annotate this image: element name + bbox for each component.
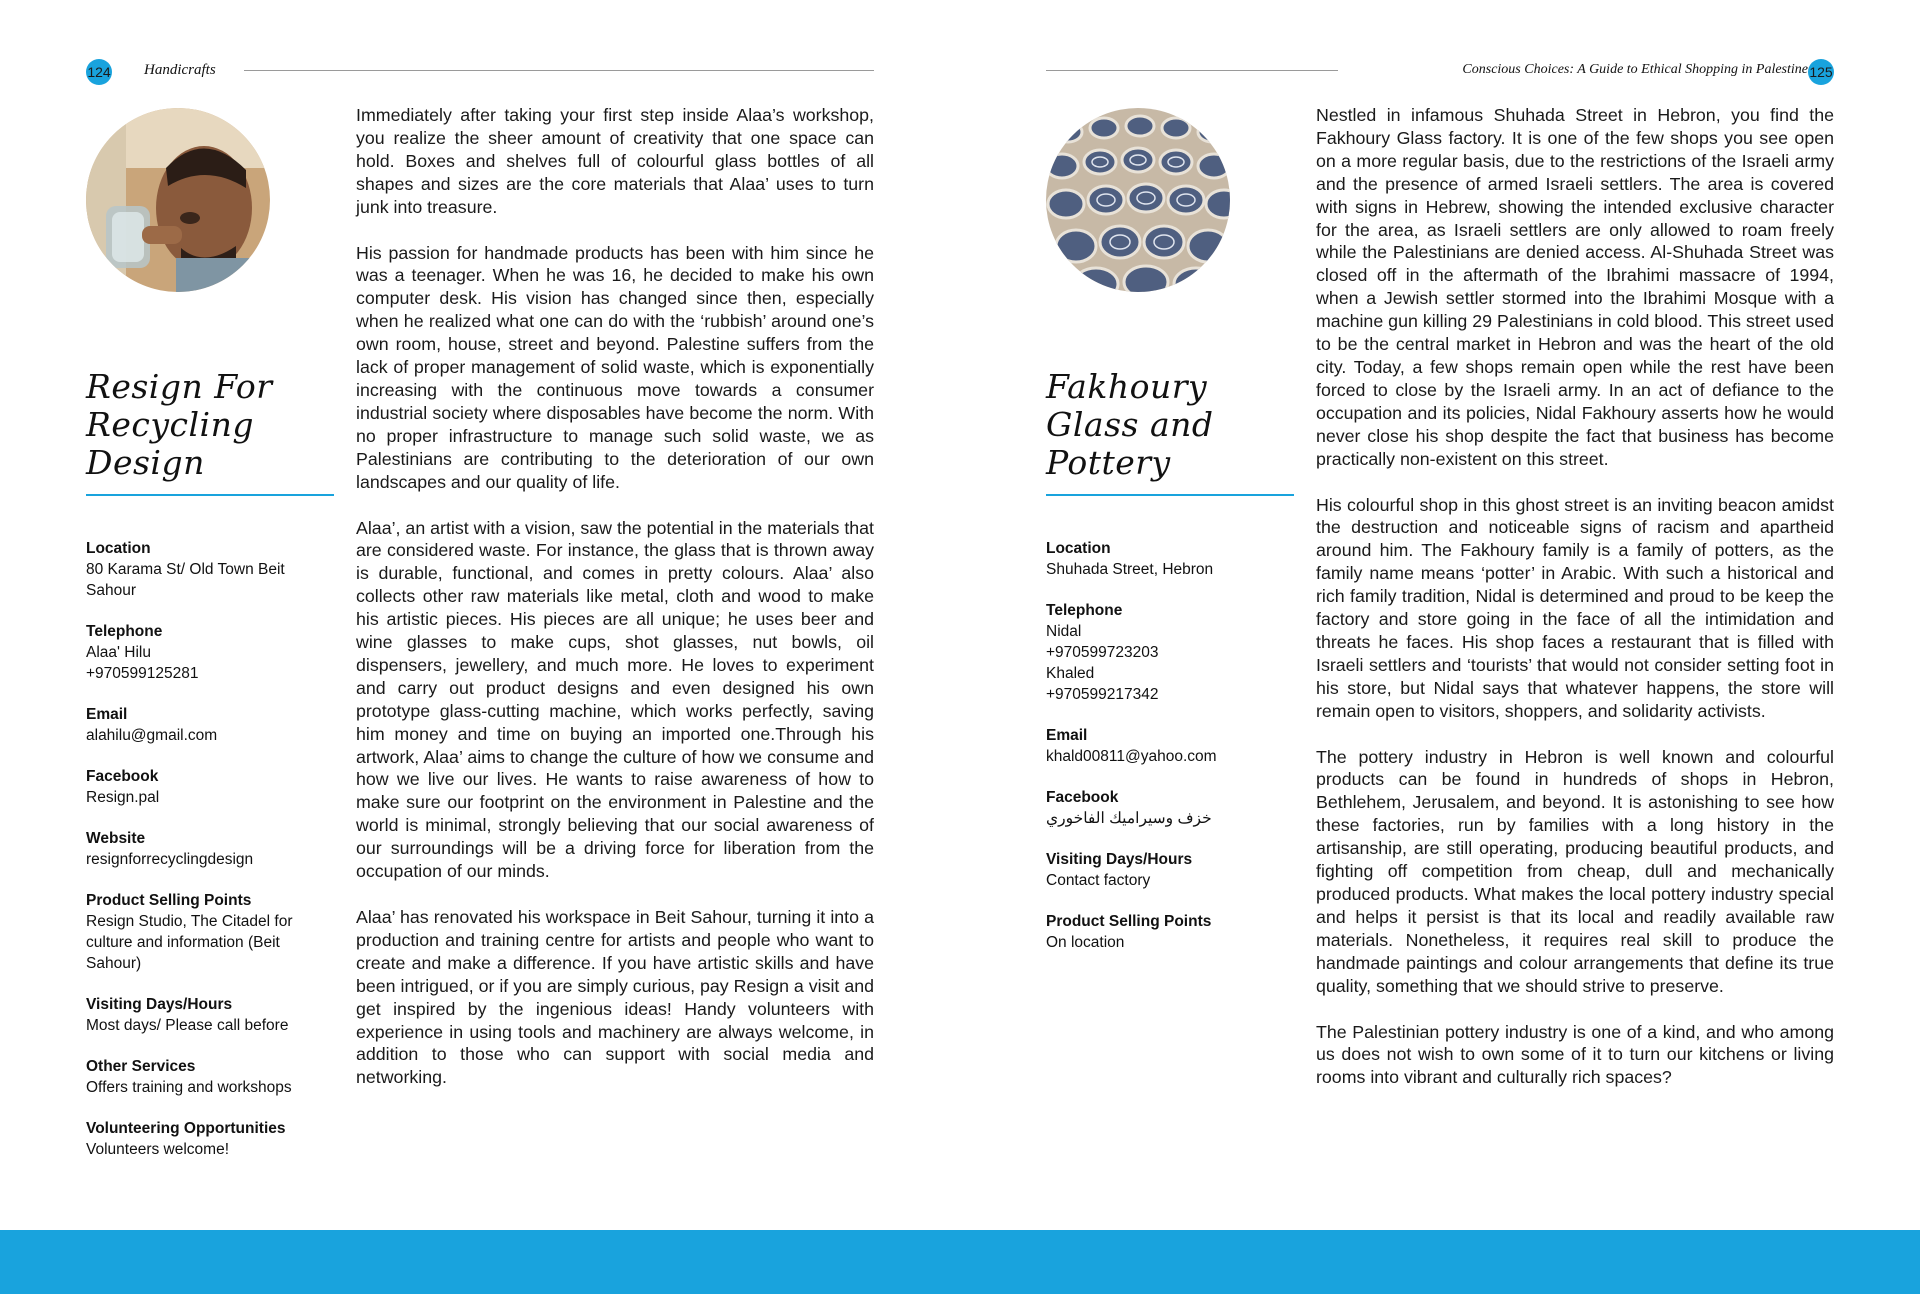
info-visiting-hours	[86, 994, 326, 1036]
info-visiting-hours	[1046, 849, 1286, 891]
info-email	[1046, 725, 1286, 767]
info-location	[86, 538, 326, 601]
info-value: Offers training and workshops	[86, 1079, 292, 1096]
running-header: Conscious Choices: A Guide to Ethical Shopping in Palestine	[1462, 62, 1808, 77]
info-label: Location	[86, 540, 151, 557]
paragraph: His colourful shop in this ghost street is an inviting beacon amidst the destruction and noticeable signs of racism and apartheid around him. The Fakhoury family is a family of potters, as the family name means ‘potter’ in Arabic. With such a historical and rich family tradition, Nidal is determined and proud to be keep the factory and store going in the face of all the intimidation and threats he faces. His shop faces a restaurant that is filled with Israeli settlers and ‘tourists’ that would not consider setting foot in his store, but Nidal says that whatever happens, the store will remain open to visitors, shoppers, and solidarity activists.	[1316, 494, 1834, 721]
info-value: Nidal +970599723203 Khaled +970599217342	[1046, 623, 1159, 703]
info-label: Other Services	[86, 1058, 196, 1075]
info-facebook	[1046, 787, 1286, 829]
footer-band	[0, 1230, 1920, 1294]
info-volunteering	[86, 1118, 326, 1160]
info-label: Website	[86, 830, 146, 847]
paragraph: Immediately after taking your first step inside Alaa’s workshop, you realize the sheer amount of creativity that one space can hold. Boxes and shelves full of colourful glass bottles of all shapes and sizes are the core materials that Alaa’ uses to turn junk into treasure.	[356, 105, 874, 217]
info-value: 80 Karama St/ Old Town Beit Sahour	[86, 561, 285, 599]
running-header: Handicrafts	[144, 62, 216, 78]
paragraph: Alaa’, an artist with a vision, saw the potential in the materials that are considered waste. For instance, the glass that is thrown away is durable, functional, and comes in pretty colours. Alaa’ also collects other raw materials like metal, cloth and wood to make his artistic pieces. His pieces are all unique; he uses beer and wine glasses to make cups, shot glasses, nut bowls, oil dispensers, jewellery, and much more. He loves to experiment and carry out product designs and even designed his own prototype glass-cutting machine, which works perfectly, saving him money and time on buying an imported one.Through his artwork, Alaa’ aims to change the culture of how we consume and how we live our lives. He wants to raise awareness of how to make sure our footprint on the environment in Palestine and the world is minimal, strongly believing that our social awareness of our surroundings will be a driving force for liberation from the occupation of our minds.	[356, 517, 874, 882]
info-label: Visiting Days/Hours	[86, 996, 233, 1013]
paragraph: The pottery industry in Hebron is well known and colourful products can be found in hundreds of shops in Hebron, Bethlehem, Jerusalem, and beyond. It is astonishing to see how these factories, run by families with a long history in the artisanship, are still operating, producing beautiful products, and fighting off competition from cheap, dull and mechanically produced products. What makes the local pottery industry special and helps it persist is that its local and readily available raw materials. Nonetheless, it requires real skill to produce the handmade paintings and colour arrangements that define its true quality, something that we should strive to preserve.	[1316, 746, 1834, 996]
right-page	[960, 0, 1920, 1230]
shop-name-title: Resign For Recycling Design	[86, 367, 273, 482]
info-telephone	[86, 621, 326, 684]
info-label: Product Selling Points	[86, 892, 252, 909]
paragraph: The Palestinian pottery industry is one of a kind, and who among us does not wish to own some of it to turn our kitchens or living rooms into vibrant and culturally rich spaces?	[1316, 1021, 1834, 1088]
paragraph: Alaa’ has renovated his workspace in Beit Sahour, turning it into a production and training centre for artists and people who want to create and make a difference. If you have artistic skills and have been intrigued, or if you are simply curious, pay Resign a visit and get inspired by the ingenious ideas! Handy volunteers with experience in using tools and machinery are always welcome, in addition to those who can support with social media and networking.	[356, 907, 874, 1088]
title-underline	[1046, 494, 1294, 496]
page-number-badge: 124	[86, 59, 112, 85]
info-value: Contact factory	[1046, 872, 1151, 889]
info-value: Resign.pal	[86, 789, 160, 806]
info-value: Shuhada Street, Hebron	[1046, 561, 1214, 578]
info-value: Resign Studio, The Citadel for culture and information (Beit Sahour)	[86, 913, 293, 972]
info-facebook	[86, 766, 326, 808]
info-selling-points	[86, 890, 326, 974]
info-telephone	[1046, 600, 1286, 705]
info-selling-points	[1046, 911, 1286, 953]
info-label: Volunteering Opportunities	[86, 1120, 286, 1137]
glass-artist-photo	[86, 108, 270, 292]
shop-name-title: Fakhoury Glass and Pottery	[1046, 367, 1214, 482]
contact-info	[1046, 538, 1286, 973]
contact-info	[86, 538, 326, 1180]
pottery-jars-photo	[1046, 108, 1230, 292]
header-rule	[244, 70, 874, 71]
left-page	[0, 0, 960, 1230]
info-value: Most days/ Please call before	[86, 1017, 289, 1034]
article-body	[356, 104, 874, 1112]
info-location	[1046, 538, 1286, 580]
info-value: Alaa' Hilu +970599125281	[86, 644, 199, 682]
header-rule	[1046, 70, 1338, 71]
title-underline	[86, 494, 334, 496]
info-value: alahilu@gmail.com	[86, 727, 218, 744]
info-value: On location	[1046, 934, 1125, 951]
info-other-services	[86, 1056, 326, 1098]
info-value: khald00811@yahoo.com	[1046, 748, 1217, 765]
info-label: Telephone	[86, 623, 163, 640]
info-label: Visiting Days/Hours	[1046, 851, 1193, 868]
info-label: Product Selling Points	[1046, 913, 1212, 930]
info-value: resignforrecyclingdesign	[86, 851, 254, 868]
info-label: Location	[1046, 540, 1111, 557]
info-email	[86, 704, 326, 746]
info-label: Facebook	[1046, 789, 1119, 806]
info-label: Email	[86, 706, 128, 723]
paragraph: Nestled in infamous Shuhada Street in Hebron, you find the Fakhoury Glass factory. It is one of the few shops you see open on a more regular basis, due to the restrictions of the Israeli army and the presence of armed Israeli settlers. The area is covered with signs in Hebrew, showing the intended exclusive character for the area, as Israeli settlers are only allowed to roam freely while the Palestinians are denied access. Al-Shuhada Street was closed off in the aftermath of the Ibrahimi massacre of 1994, when a Jewish settler stormed into the Ibrahimi Mosque with a machine gun killing 29 Palestinians in cold blood. This street used to be the central market in Hebron and was the heart of the old city. Today, a few shops remain open while the rest have been forced to close by the Israeli army. In an act of defiance to the occupation and its policies, Nidal Fakhoury asserts how he would never close his shop despite the fact that business has become practically non-existent on this street.	[1316, 105, 1834, 469]
info-value: Volunteers welcome!	[86, 1141, 230, 1158]
info-website	[86, 828, 326, 870]
info-value: خزف وسيراميك الفاخوري	[1046, 810, 1212, 827]
info-label: Telephone	[1046, 602, 1123, 619]
article-body	[1316, 104, 1834, 1112]
info-label: Facebook	[86, 768, 159, 785]
page-number-badge: 125	[1808, 59, 1834, 85]
paragraph: His passion for handmade products has been with him since he was a teenager. When he was 16, he decided to make his own computer desk. His vision has changed since then, especially when he realized what one can do with the ‘rubbish’ around one’s own room, house, street and beyond. Palestine suffers from the lack of proper management of solid waste, which is exponentially increasing with the continuous move towards a consumer industrial society where disposables have become the norm. With no proper infrastructure to manage such solid waste, we as Palestinians are contributing to the deterioration of our own landscapes and our quality of life.	[356, 242, 874, 492]
info-label: Email	[1046, 727, 1088, 744]
